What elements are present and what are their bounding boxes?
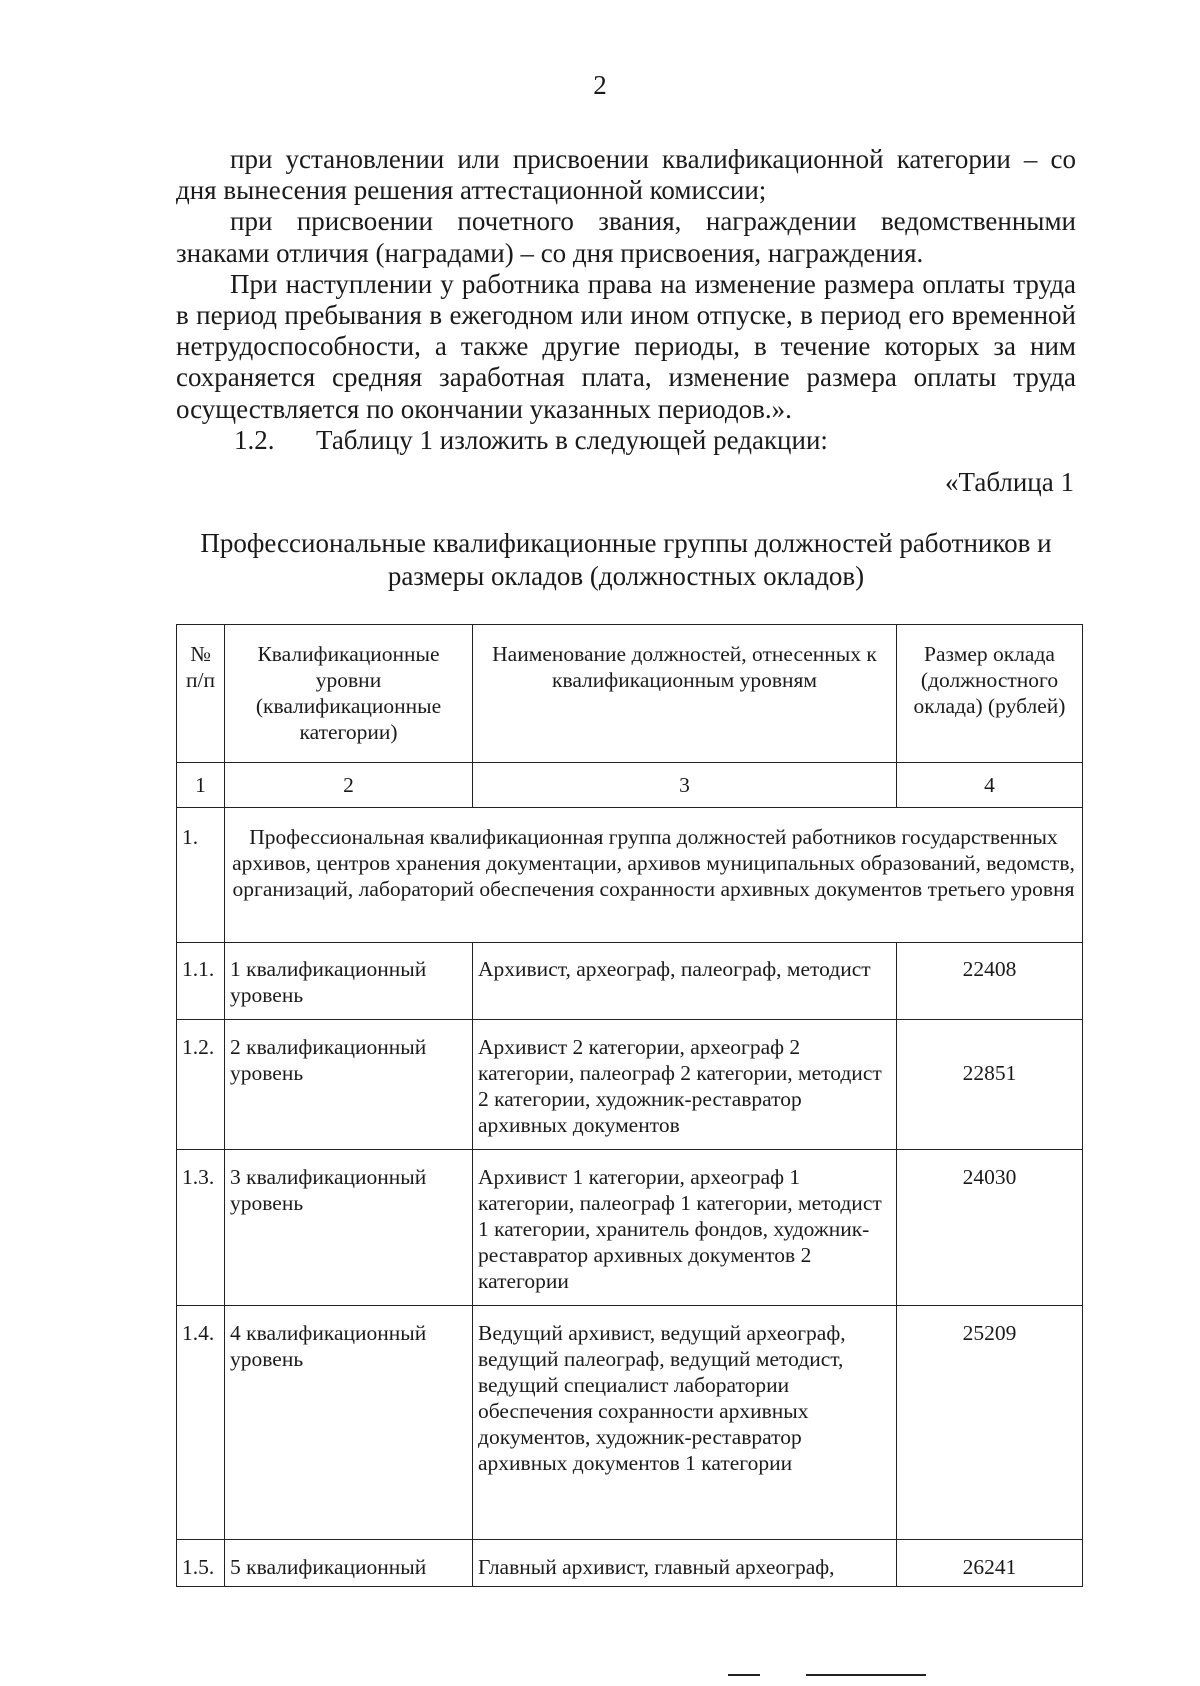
row-salary: 26241	[897, 1540, 1083, 1587]
row-number: 1.4.	[177, 1306, 225, 1540]
row-salary: 22851	[962, 1061, 1017, 1085]
row-level: 3 квалификационный уровень	[225, 1150, 473, 1306]
table-title: Профессиональные квалификационные группы должностей работников и размеры окладов (должностных окладов)	[200, 528, 1052, 591]
column-number: 3	[473, 763, 897, 808]
row-number: 1.2.	[177, 1020, 225, 1150]
header-number: № п/п	[177, 625, 225, 763]
group-row	[177, 808, 1083, 943]
paragraph: при установлении или присвоении квалификационной категории – со дня вынесения решения аттестационной комиссии;	[176, 144, 1076, 206]
paragraph: при присвоении почетного звания, награждении ведомственными знаками отличия (наградами) – со дня присвоения, награждения.	[176, 206, 1076, 268]
row-salary: 22408	[897, 943, 1083, 1020]
paragraph: При наступлении у работника права на изменение размера оплаты труда в период пребывания в ежегодном или ином отпуске, в период его временной нетрудоспособности, а также другие периоды, в течение которых за ним сохраняется средняя заработная плата, изменение размера оплаты труда осуществляется по окончании указанных периодов.».	[176, 268, 1076, 424]
item-number: 1.2.	[234, 424, 275, 455]
column-number: 1	[177, 763, 225, 808]
table-row	[177, 943, 1083, 1020]
row-level: 5 квалификационный	[225, 1540, 473, 1587]
row-level: 4 квалификационный уровень	[225, 1306, 473, 1540]
row-positions: Архивист 1 категории, археограф 1 категории, палеограф 1 категории, методист 1 категории, хранитель фондов, художник-реставратор архивных документов 2 категории	[473, 1150, 897, 1306]
row-level: 1 квалификационный уровень	[225, 943, 473, 1020]
row-salary: 25209	[897, 1306, 1083, 1540]
column-number: 4	[897, 763, 1083, 808]
table-row	[177, 1540, 1083, 1587]
header-positions: Наименование должностей, отнесенных к квалификационным уровням	[473, 625, 897, 763]
row-number: 1.1.	[177, 943, 225, 1020]
row-positions: Ведущий архивист, ведущий археограф, ведущий палеограф, ведущий методист, ведущий специалист лаборатории обеспечения сохранности архивных документов, художник-реставратор архивных документов 1 категории	[473, 1306, 897, 1540]
page-number: 2	[593, 70, 607, 100]
row-level: 2 квалификационный уровень	[225, 1020, 473, 1150]
scan-mark	[728, 1674, 760, 1676]
row-salary: 24030	[897, 1150, 1083, 1306]
column-number-row	[177, 763, 1083, 808]
row-number: 1.3.	[177, 1150, 225, 1306]
row-positions: Архивист, археограф, палеограф, методист	[473, 943, 897, 1020]
item-text: Таблицу 1 изложить в следующей редакции:	[316, 424, 828, 455]
body-text	[176, 144, 1076, 456]
row-number: 1.5.	[177, 1540, 225, 1587]
row-salary-cell	[897, 1020, 1083, 1150]
scan-mark	[806, 1674, 926, 1676]
group-number: 1.	[177, 808, 225, 943]
column-number: 2	[225, 763, 473, 808]
salary-table	[176, 624, 1083, 1587]
table-row	[177, 1150, 1083, 1306]
table-row	[177, 1306, 1083, 1540]
table-row	[177, 1020, 1083, 1150]
group-title: Профессиональная квалификационная группа должностей работников государственных архивов, центров хранения документации, архивов муниципальных образований, ведомств, организаций, лабораторий обеспечения сохранности архивных документов третьего уровня	[225, 808, 1083, 943]
table-header-row	[177, 625, 1083, 763]
row-positions: Главный архивист, главный археограф,	[473, 1540, 897, 1587]
table-label: «Таблица 1	[945, 467, 1074, 497]
row-positions: Архивист 2 категории, археограф 2 категории, палеограф 2 категории, методист 2 категории, художник-реставратор архивных документов	[473, 1020, 897, 1150]
amendment-item	[176, 425, 1076, 456]
header-level: Квалификационные уровни (квалификационные категории)	[225, 625, 473, 763]
header-salary: Размер оклада (должностного оклада) (рублей)	[897, 625, 1083, 763]
